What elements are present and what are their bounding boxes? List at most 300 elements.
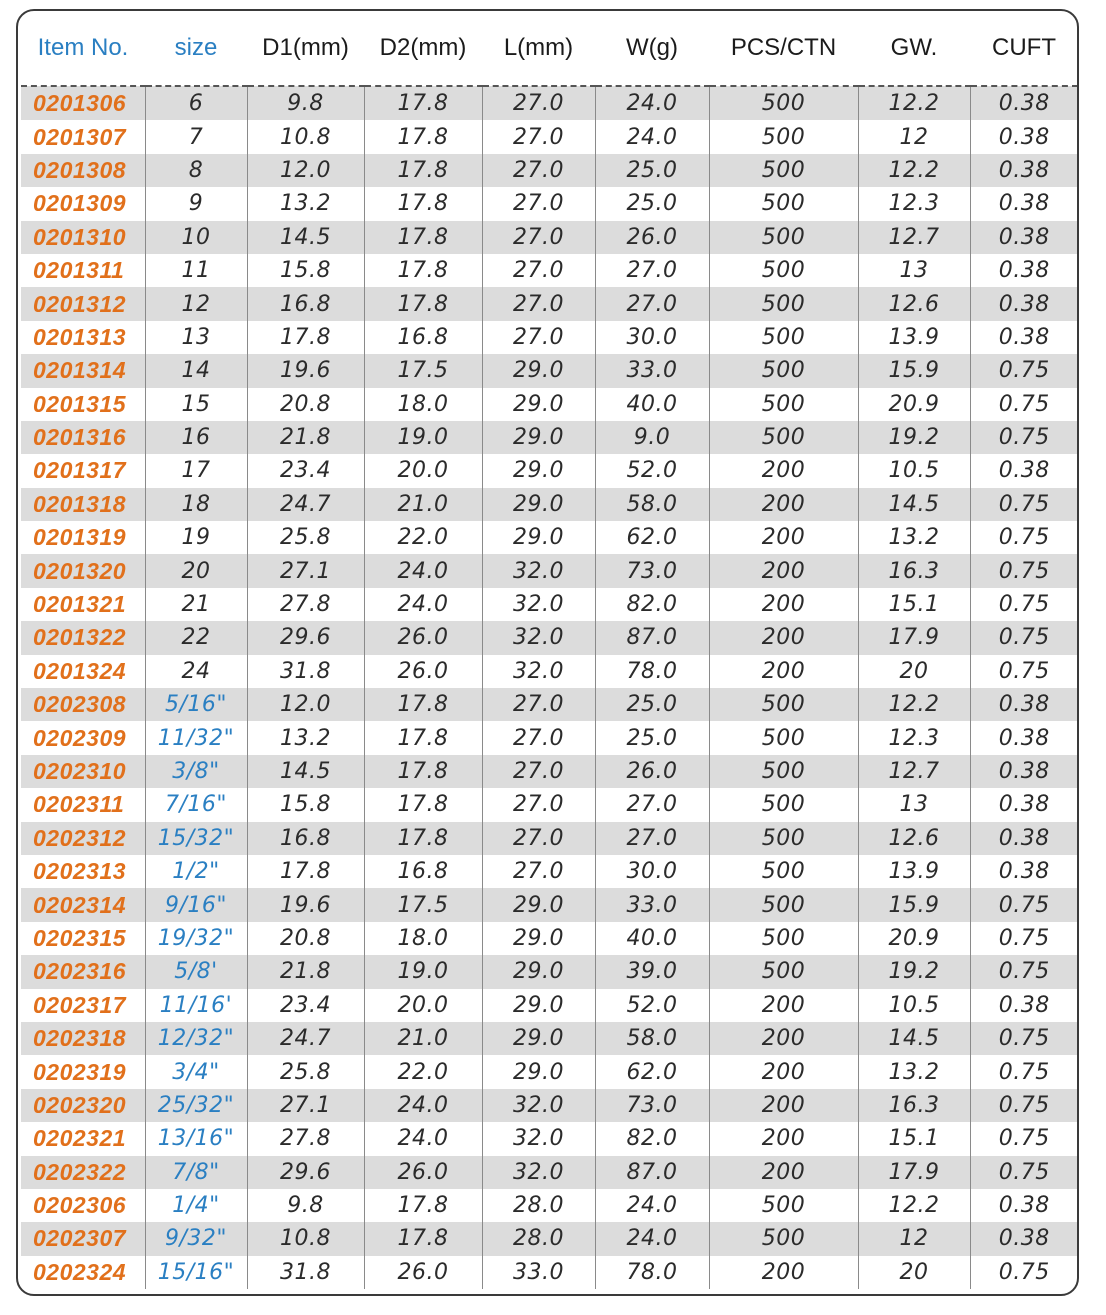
pcs-ctn-cell: 200: [709, 488, 858, 521]
pcs-ctn-cell: 200: [709, 588, 858, 621]
d1-cell: 31.8: [247, 655, 364, 688]
length-cell: 27.0: [482, 755, 595, 788]
item-no-cell: 0202320: [21, 1089, 145, 1122]
d2-cell: 20.0: [364, 454, 482, 487]
d1-cell: 23.4: [247, 989, 364, 1022]
d2-cell: 17.8: [364, 187, 482, 220]
length-cell: 27.0: [482, 788, 595, 821]
d1-cell: 15.8: [247, 788, 364, 821]
gw-cell: 15.1: [858, 588, 970, 621]
d2-cell: 24.0: [364, 1089, 482, 1122]
pcs-ctn-cell: 500: [709, 922, 858, 955]
length-cell: 32.0: [482, 655, 595, 688]
cuft-cell: 0.75: [970, 888, 1078, 921]
table-body: [21, 86, 1078, 1289]
gw-cell: 19.2: [858, 955, 970, 988]
d1-cell: 20.8: [247, 388, 364, 421]
table-row: [21, 521, 1078, 554]
size-cell: 7: [145, 120, 247, 153]
d1-cell: 25.8: [247, 521, 364, 554]
table-row: [21, 1089, 1078, 1122]
weight-cell: 62.0: [595, 1055, 709, 1088]
pcs-ctn-cell: 500: [709, 254, 858, 287]
d1-cell: 29.6: [247, 1156, 364, 1189]
d1-cell: 15.8: [247, 254, 364, 287]
length-cell: 29.0: [482, 354, 595, 387]
length-cell: 27.0: [482, 287, 595, 320]
weight-cell: 26.0: [595, 221, 709, 254]
weight-cell: 87.0: [595, 1156, 709, 1189]
header-weight: W(g): [595, 11, 709, 86]
table-row: [21, 1022, 1078, 1055]
item-no-cell: 0201307: [33, 123, 127, 150]
table-row: [21, 922, 1078, 955]
size-cell: 10: [145, 221, 247, 254]
header-size: size: [145, 11, 247, 86]
cuft-cell: 0.75: [970, 554, 1078, 587]
cuft-cell: 0.38: [970, 287, 1078, 320]
d2-cell: 18.0: [364, 922, 482, 955]
d1-cell: 25.8: [247, 1055, 364, 1088]
weight-cell: 33.0: [595, 354, 709, 387]
gw-cell: 20.9: [858, 922, 970, 955]
cuft-cell: 0.38: [970, 187, 1078, 220]
weight-cell: 58.0: [595, 1022, 709, 1055]
pcs-ctn-cell: 500: [709, 755, 858, 788]
size-cell: 5/8': [145, 955, 247, 988]
item-no-cell: 0201316: [21, 421, 145, 454]
spec-table: [21, 11, 1078, 1289]
length-cell: 27.0: [482, 154, 595, 187]
item-no-cell: 0202307: [21, 1222, 145, 1255]
d1-cell: 27.1: [247, 1089, 364, 1122]
cuft-cell: 0.38: [970, 989, 1078, 1022]
d1-cell: 12.0: [247, 688, 364, 721]
weight-cell: 30.0: [595, 855, 709, 888]
weight-cell: 24.0: [595, 86, 709, 120]
spec-table-frame: [16, 9, 1079, 1296]
pcs-ctn-cell: 500: [709, 120, 858, 153]
table-row: [21, 1189, 1078, 1222]
table-row: [21, 488, 1078, 521]
size-cell: 3/8": [145, 755, 247, 788]
pcs-ctn-cell: 500: [709, 1222, 858, 1255]
cuft-cell: 0.38: [970, 1189, 1078, 1222]
weight-cell: 27.0: [595, 788, 709, 821]
weight-cell: 82.0: [595, 588, 709, 621]
item-no-cell: 0201306: [21, 86, 145, 120]
size-cell: 12/32": [145, 1022, 247, 1055]
d1-cell: 19.6: [247, 888, 364, 921]
cuft-cell: 0.38: [970, 755, 1078, 788]
cuft-cell: 0.38: [970, 86, 1078, 120]
length-cell: 29.0: [482, 388, 595, 421]
header-item-no: Item No.: [21, 11, 145, 86]
weight-cell: 58.0: [595, 488, 709, 521]
size-cell: 9/16": [145, 888, 247, 921]
item-no-cell: 0201322: [21, 621, 145, 654]
cuft-cell: 0.75: [970, 388, 1078, 421]
pcs-ctn-cell: 500: [709, 888, 858, 921]
weight-cell: 73.0: [595, 1089, 709, 1122]
d1-cell: 9.8: [247, 86, 364, 120]
table-row: [21, 1156, 1078, 1189]
weight-cell: 25.0: [595, 688, 709, 721]
header-length: L(mm): [482, 11, 595, 86]
gw-cell: 10.5: [858, 454, 970, 487]
d2-cell: 17.8: [364, 86, 482, 120]
weight-cell: 39.0: [595, 955, 709, 988]
item-no-cell: 0202319: [33, 1058, 127, 1085]
size-cell: 19: [145, 521, 247, 554]
weight-cell: 30.0: [595, 321, 709, 354]
length-cell: 27.0: [482, 822, 595, 855]
gw-cell: 12.3: [858, 187, 970, 220]
length-cell: 28.0: [482, 1189, 595, 1222]
pcs-ctn-cell: 500: [709, 287, 858, 320]
pcs-ctn-cell: 200: [709, 989, 858, 1022]
item-no-cell: 0202315: [33, 924, 127, 951]
size-cell: 18: [145, 488, 247, 521]
pcs-ctn-cell: 500: [709, 855, 858, 888]
cuft-cell: 0.75: [970, 521, 1078, 554]
size-cell: 9: [145, 187, 247, 220]
pcs-ctn-cell: 200: [709, 655, 858, 688]
cuft-cell: 0.38: [970, 454, 1078, 487]
d1-cell: 10.8: [247, 1222, 364, 1255]
weight-cell: 40.0: [595, 388, 709, 421]
d1-cell: 16.8: [247, 287, 364, 320]
header-cuft: CUFT: [970, 11, 1078, 86]
gw-cell: 10.5: [858, 989, 970, 1022]
length-cell: 29.0: [482, 521, 595, 554]
gw-cell: 12.7: [858, 221, 970, 254]
header-gw: GW.: [858, 11, 970, 86]
gw-cell: 12.2: [858, 154, 970, 187]
gw-cell: 20: [858, 655, 970, 688]
gw-cell: 14.5: [858, 488, 970, 521]
table-row: [21, 388, 1078, 421]
cuft-cell: 0.38: [970, 120, 1078, 153]
gw-cell: 17.9: [858, 621, 970, 654]
d2-cell: 17.8: [364, 287, 482, 320]
d2-cell: 17.8: [364, 688, 482, 721]
d1-cell: 21.8: [247, 421, 364, 454]
weight-cell: 24.0: [595, 1222, 709, 1255]
d2-cell: 21.0: [364, 1022, 482, 1055]
item-no-cell: 0201312: [21, 287, 145, 320]
size-cell: 7/8": [145, 1156, 247, 1189]
d2-cell: 18.0: [364, 388, 482, 421]
length-cell: 29.0: [482, 488, 595, 521]
pcs-ctn-cell: 500: [709, 1189, 858, 1222]
size-cell: 13: [145, 321, 247, 354]
pcs-ctn-cell: 500: [709, 321, 858, 354]
pcs-ctn-cell: 200: [709, 1156, 858, 1189]
cuft-cell: 0.38: [970, 855, 1078, 888]
item-no-cell: 0202322: [21, 1156, 145, 1189]
item-no-cell: 0201318: [21, 488, 145, 521]
cuft-cell: 0.75: [970, 354, 1078, 387]
d1-cell: 29.6: [247, 621, 364, 654]
header-d2: D2(mm): [364, 11, 482, 86]
cuft-cell: 0.75: [970, 955, 1078, 988]
item-no-cell: 0201310: [21, 221, 145, 254]
table-row: [21, 421, 1078, 454]
weight-cell: 27.0: [595, 254, 709, 287]
table-row: [21, 955, 1078, 988]
gw-cell: 12.6: [858, 287, 970, 320]
table-row: [21, 655, 1078, 688]
d1-cell: 9.8: [247, 1189, 364, 1222]
length-cell: 27.0: [482, 688, 595, 721]
table-row: [21, 688, 1078, 721]
size-cell: 15/16": [145, 1256, 247, 1289]
pcs-ctn-cell: 200: [709, 1055, 858, 1088]
size-cell: 11/32": [145, 721, 247, 754]
size-cell: 5/16": [145, 688, 247, 721]
d2-cell: 17.8: [364, 1222, 482, 1255]
size-cell: 14: [145, 354, 247, 387]
length-cell: 29.0: [482, 955, 595, 988]
length-cell: 33.0: [482, 1256, 595, 1289]
header-pcs-ctn: PCS/CTN: [709, 11, 858, 86]
d1-cell: 13.2: [247, 187, 364, 220]
table-row: [21, 1222, 1078, 1255]
weight-cell: 27.0: [595, 822, 709, 855]
d2-cell: 19.0: [364, 421, 482, 454]
length-cell: 28.0: [482, 1222, 595, 1255]
d1-cell: 21.8: [247, 955, 364, 988]
cuft-cell: 0.75: [970, 1055, 1078, 1088]
d1-cell: 27.8: [247, 588, 364, 621]
length-cell: 27.0: [482, 187, 595, 220]
length-cell: 32.0: [482, 1122, 595, 1155]
item-no-cell: 0202324: [33, 1258, 127, 1285]
gw-cell: 12.6: [858, 822, 970, 855]
size-cell: 21: [145, 588, 247, 621]
d1-cell: 27.1: [247, 554, 364, 587]
gw-cell: 16.3: [858, 554, 970, 587]
item-no-cell: 0202318: [21, 1022, 145, 1055]
d2-cell: 26.0: [364, 1256, 482, 1289]
weight-cell: 78.0: [595, 1256, 709, 1289]
item-no-cell: 0202309: [33, 724, 127, 751]
cuft-cell: 0.75: [970, 588, 1078, 621]
length-cell: 29.0: [482, 922, 595, 955]
weight-cell: 82.0: [595, 1122, 709, 1155]
size-cell: 8: [145, 154, 247, 187]
pcs-ctn-cell: 200: [709, 554, 858, 587]
d2-cell: 24.0: [364, 554, 482, 587]
length-cell: 27.0: [482, 321, 595, 354]
length-cell: 29.0: [482, 421, 595, 454]
cuft-cell: 0.75: [970, 421, 1078, 454]
size-cell: 3/4": [145, 1055, 247, 1088]
weight-cell: 24.0: [595, 120, 709, 153]
item-no-cell: 0201308: [21, 154, 145, 187]
d1-cell: 19.6: [247, 354, 364, 387]
gw-cell: 15.9: [858, 888, 970, 921]
size-cell: 7/16": [145, 788, 247, 821]
pcs-ctn-cell: 500: [709, 187, 858, 220]
size-cell: 12: [145, 287, 247, 320]
gw-cell: 12: [858, 120, 970, 153]
weight-cell: 9.0: [595, 421, 709, 454]
length-cell: 27.0: [482, 221, 595, 254]
table-row: [21, 989, 1078, 1022]
gw-cell: 12.2: [858, 688, 970, 721]
item-no-cell: 0202310: [21, 755, 145, 788]
size-cell: 20: [145, 554, 247, 587]
table-row: [21, 1122, 1078, 1155]
gw-cell: 13.2: [858, 521, 970, 554]
d1-cell: 13.2: [247, 721, 364, 754]
d2-cell: 19.0: [364, 955, 482, 988]
table-row: [21, 554, 1078, 587]
table-row: [21, 187, 1078, 220]
pcs-ctn-cell: 200: [709, 1089, 858, 1122]
d1-cell: 17.8: [247, 855, 364, 888]
size-cell: 22: [145, 621, 247, 654]
d2-cell: 22.0: [364, 1055, 482, 1088]
gw-cell: 12.2: [858, 1189, 970, 1222]
cuft-cell: 0.75: [970, 1156, 1078, 1189]
gw-cell: 12.7: [858, 755, 970, 788]
d2-cell: 17.8: [364, 721, 482, 754]
length-cell: 29.0: [482, 989, 595, 1022]
gw-cell: 13.2: [858, 1055, 970, 1088]
cuft-cell: 0.75: [970, 922, 1078, 955]
d2-cell: 17.8: [364, 788, 482, 821]
pcs-ctn-cell: 500: [709, 788, 858, 821]
cuft-cell: 0.75: [970, 1122, 1078, 1155]
weight-cell: 25.0: [595, 187, 709, 220]
length-cell: 32.0: [482, 554, 595, 587]
d1-cell: 23.4: [247, 454, 364, 487]
length-cell: 32.0: [482, 1156, 595, 1189]
pcs-ctn-cell: 500: [709, 388, 858, 421]
gw-cell: 12.3: [858, 721, 970, 754]
gw-cell: 13.9: [858, 855, 970, 888]
d2-cell: 17.8: [364, 221, 482, 254]
d2-cell: 26.0: [364, 655, 482, 688]
item-no-cell: 0201319: [33, 524, 127, 551]
table-row: [21, 120, 1078, 153]
gw-cell: 14.5: [858, 1022, 970, 1055]
cuft-cell: 0.38: [970, 321, 1078, 354]
pcs-ctn-cell: 200: [709, 621, 858, 654]
gw-cell: 16.3: [858, 1089, 970, 1122]
d2-cell: 17.8: [364, 154, 482, 187]
gw-cell: 20.9: [858, 388, 970, 421]
d1-cell: 24.7: [247, 488, 364, 521]
size-cell: 17: [145, 454, 247, 487]
length-cell: 29.0: [482, 454, 595, 487]
length-cell: 32.0: [482, 1089, 595, 1122]
cuft-cell: 0.38: [970, 721, 1078, 754]
item-no-cell: 0202317: [33, 991, 127, 1018]
size-cell: 24: [145, 655, 247, 688]
d1-cell: 10.8: [247, 120, 364, 153]
table-row: [21, 354, 1078, 387]
cuft-cell: 0.38: [970, 154, 1078, 187]
table-row: [21, 755, 1078, 788]
weight-cell: 87.0: [595, 621, 709, 654]
d2-cell: 17.8: [364, 755, 482, 788]
table-row: [21, 154, 1078, 187]
cuft-cell: 0.75: [970, 1256, 1078, 1289]
item-no-cell: 0202312: [21, 822, 145, 855]
d1-cell: 14.5: [247, 755, 364, 788]
item-no-cell: 0202321: [33, 1125, 127, 1152]
item-no-cell: 0201314: [21, 354, 145, 387]
size-cell: 1/4": [145, 1189, 247, 1222]
d2-cell: 21.0: [364, 488, 482, 521]
d2-cell: 16.8: [364, 855, 482, 888]
cuft-cell: 0.38: [970, 254, 1078, 287]
item-no-cell: 0201311: [33, 257, 125, 284]
gw-cell: 19.2: [858, 421, 970, 454]
cuft-cell: 0.75: [970, 621, 1078, 654]
table-row: [21, 621, 1078, 654]
size-cell: 11/16': [145, 989, 247, 1022]
pcs-ctn-cell: 500: [709, 721, 858, 754]
table-row: [21, 254, 1078, 287]
length-cell: 32.0: [482, 621, 595, 654]
d2-cell: 17.5: [364, 888, 482, 921]
pcs-ctn-cell: 500: [709, 688, 858, 721]
gw-cell: 12.2: [858, 86, 970, 120]
size-cell: 13/16": [145, 1122, 247, 1155]
weight-cell: 25.0: [595, 154, 709, 187]
gw-cell: 13: [858, 788, 970, 821]
length-cell: 29.0: [482, 1022, 595, 1055]
pcs-ctn-cell: 500: [709, 955, 858, 988]
pcs-ctn-cell: 500: [709, 86, 858, 120]
table-row: [21, 1055, 1078, 1088]
cuft-cell: 0.38: [970, 1222, 1078, 1255]
d1-cell: 24.7: [247, 1022, 364, 1055]
gw-cell: 13.9: [858, 321, 970, 354]
table-row: [21, 721, 1078, 754]
header-d1: D1(mm): [247, 11, 364, 86]
length-cell: 27.0: [482, 721, 595, 754]
d2-cell: 16.8: [364, 321, 482, 354]
cuft-cell: 0.38: [970, 688, 1078, 721]
cuft-cell: 0.38: [970, 822, 1078, 855]
table-row: [21, 788, 1078, 821]
weight-cell: 26.0: [595, 755, 709, 788]
d2-cell: 26.0: [364, 1156, 482, 1189]
weight-cell: 40.0: [595, 922, 709, 955]
cuft-cell: 0.75: [970, 1089, 1078, 1122]
cuft-cell: 0.75: [970, 1022, 1078, 1055]
pcs-ctn-cell: 500: [709, 354, 858, 387]
table-row: [21, 1256, 1078, 1289]
d1-cell: 27.8: [247, 1122, 364, 1155]
gw-cell: 15.1: [858, 1122, 970, 1155]
size-cell: 6: [145, 86, 247, 120]
table-row: [21, 86, 1078, 120]
size-cell: 15: [145, 388, 247, 421]
table-row: [21, 221, 1078, 254]
item-no-cell: 0202313: [33, 858, 127, 885]
table-header: [21, 11, 1078, 86]
d2-cell: 17.5: [364, 354, 482, 387]
table-row: [21, 287, 1078, 320]
d2-cell: 24.0: [364, 1122, 482, 1155]
